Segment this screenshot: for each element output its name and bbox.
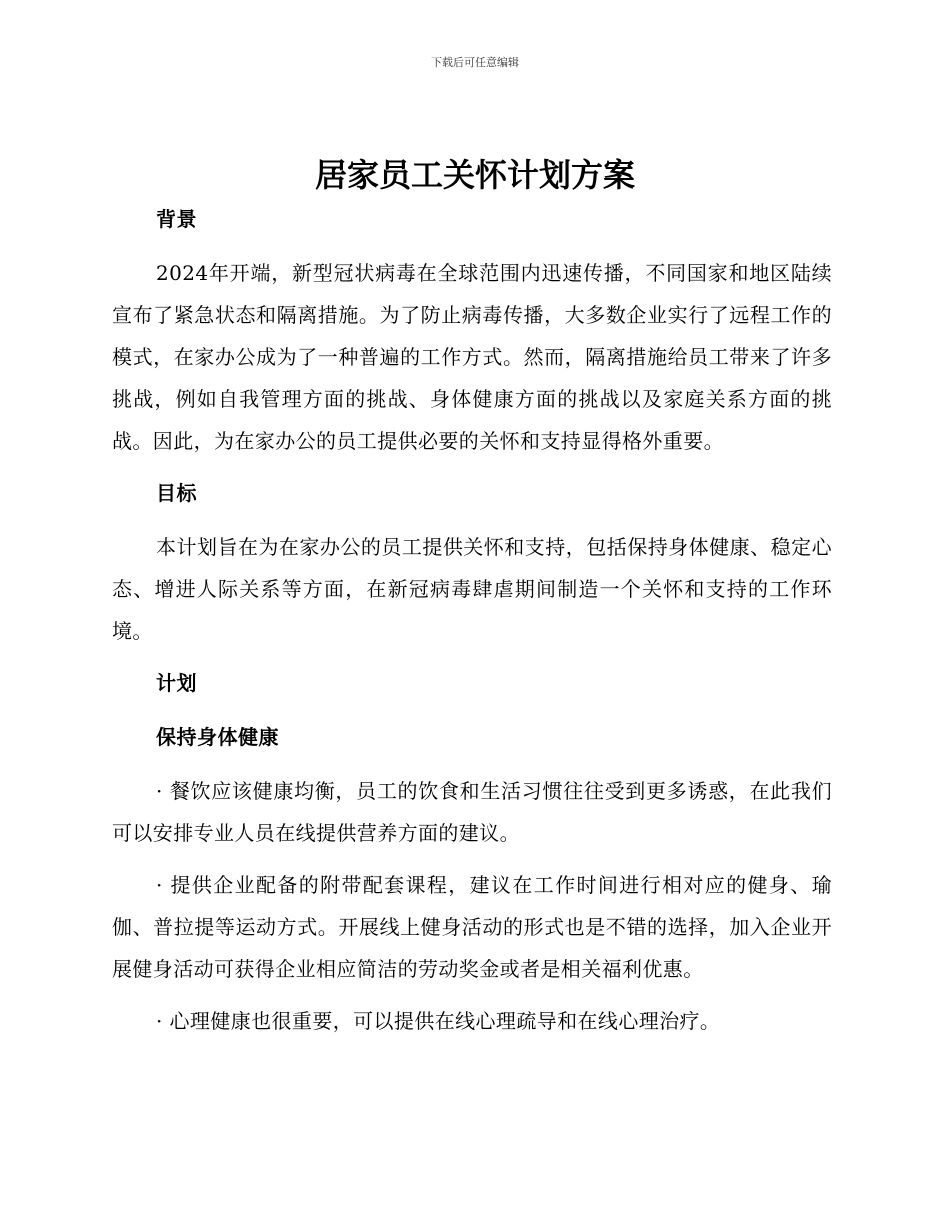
document-title: 居家员工关怀计划方案 <box>314 156 635 194</box>
background-paragraph: 2024年开端，新型冠状病毒在全球范围内迅速传播，不同国家和地区陆续宣布了紧急状态和隔离措施。为了防止病毒传播，大多数企业实行了远程工作的模式，在家办公成为了一种普遍的工作方式。然而，隔离措施给员工带来了许多挑战，例如自我管理方面的挑战、身体健康方面的挑战以及家庭关系方面的挑战。因此，为在家办公的员工提供必要的关怀和支持显得格外重要。 <box>112 261 832 453</box>
goal-paragraph: 本计划旨在为在家办公的员工提供关怀和支持，包括保持身体健康、稳定心态、增进人际关系等方面，在新冠病毒肆虐期间制造一个关怀和支持的工作环境。 <box>112 535 832 643</box>
plan-item-diet: · 餐饮应该健康均衡，员工的饮食和生活习惯往往受到更多诱惑，在此我们可以安排专业人员在线提供营养方面的建议。 <box>112 779 832 845</box>
section-heading-background: 背景 <box>156 207 197 231</box>
subsection-heading-physical-health: 保持身体健康 <box>156 725 279 749</box>
section-heading-goal: 目标 <box>156 481 197 505</box>
section-heading-plan: 计划 <box>156 671 197 695</box>
document-body <box>112 198 832 1042</box>
plan-item-mental-health: · 心理健康也很重要，可以提供在线心理疏导和在线心理治疗。 <box>156 1009 721 1033</box>
page-header-note: 下载后可任意编辑 <box>431 56 519 69</box>
plan-item-exercise: · 提供企业配备的附带配套课程，建议在工作时间进行相对应的健身、瑜伽、普拉提等运动方式。开展线上健身活动的形式也是不错的选择，加入企业开展健身活动可获得企业相应简洁的劳动奖金或者是相关福利优惠。 <box>112 873 832 981</box>
